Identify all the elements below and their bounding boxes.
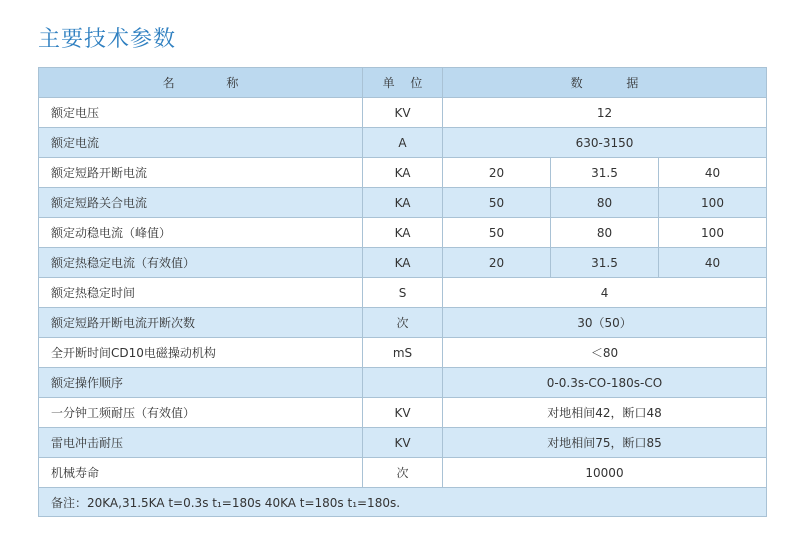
param-value: 40	[659, 248, 767, 278]
table-header-row	[39, 68, 767, 98]
param-value: 31.5	[551, 248, 659, 278]
table-row	[39, 308, 767, 338]
param-value: 80	[551, 218, 659, 248]
param-unit: 次	[363, 458, 443, 488]
param-value: 100	[659, 188, 767, 218]
param-value: 0-0.3s-CO-180s-CO	[443, 368, 767, 398]
param-unit: KA	[363, 248, 443, 278]
param-value: 50	[443, 218, 551, 248]
param-name: 雷电冲击耐压	[39, 428, 363, 458]
table-row	[39, 428, 767, 458]
table-row	[39, 398, 767, 428]
table-row	[39, 248, 767, 278]
param-value: ＜80	[443, 338, 767, 368]
param-value: 630-3150	[443, 128, 767, 158]
header-unit: 单 位	[363, 68, 443, 98]
param-unit: KA	[363, 218, 443, 248]
param-value: 10000	[443, 458, 767, 488]
header-data: 数 据	[443, 68, 767, 98]
param-unit: KV	[363, 428, 443, 458]
table-row	[39, 368, 767, 398]
param-name: 额定短路开断电流	[39, 158, 363, 188]
param-value: 对地相间42，断口48	[443, 398, 767, 428]
param-name: 一分钟工频耐压（有效值）	[39, 398, 363, 428]
table-note: 备注：20KA,31.5KA t=0.3s t₁=180s 40KA t=180s t₁=180s.	[39, 488, 767, 517]
param-name: 机械寿命	[39, 458, 363, 488]
param-name: 额定短路开断电流开断次数	[39, 308, 363, 338]
table-row	[39, 158, 767, 188]
param-name: 额定操作顺序	[39, 368, 363, 398]
param-value: 20	[443, 248, 551, 278]
param-name: 额定动稳电流（峰值）	[39, 218, 363, 248]
param-unit: KV	[363, 398, 443, 428]
table-row	[39, 128, 767, 158]
spec-table	[38, 67, 767, 517]
param-value: 30（50）	[443, 308, 767, 338]
header-name: 名 称	[39, 68, 363, 98]
param-value: 40	[659, 158, 767, 188]
param-value: 12	[443, 98, 767, 128]
table-row	[39, 278, 767, 308]
note-row	[39, 488, 767, 517]
page-title: 主要技术参数	[38, 27, 177, 52]
param-unit: A	[363, 128, 443, 158]
param-value: 对地相间75，断口85	[443, 428, 767, 458]
param-name: 额定热稳定电流（有效值）	[39, 248, 363, 278]
param-value: 100	[659, 218, 767, 248]
param-unit: KV	[363, 98, 443, 128]
param-unit: KA	[363, 188, 443, 218]
param-unit: 次	[363, 308, 443, 338]
param-unit: KA	[363, 158, 443, 188]
param-unit: S	[363, 278, 443, 308]
param-name: 额定短路关合电流	[39, 188, 363, 218]
table-row	[39, 218, 767, 248]
param-name: 额定电压	[39, 98, 363, 128]
param-value: 20	[443, 158, 551, 188]
param-value: 80	[551, 188, 659, 218]
param-value: 4	[443, 278, 767, 308]
table-row	[39, 188, 767, 218]
param-name: 额定电流	[39, 128, 363, 158]
param-name: 额定热稳定时间	[39, 278, 363, 308]
table-row	[39, 98, 767, 128]
table-row	[39, 338, 767, 368]
param-unit	[363, 368, 443, 398]
param-value: 50	[443, 188, 551, 218]
table-row	[39, 458, 767, 488]
param-name: 全开断时间CD10电磁操动机构	[39, 338, 363, 368]
param-value: 31.5	[551, 158, 659, 188]
param-unit: mS	[363, 338, 443, 368]
